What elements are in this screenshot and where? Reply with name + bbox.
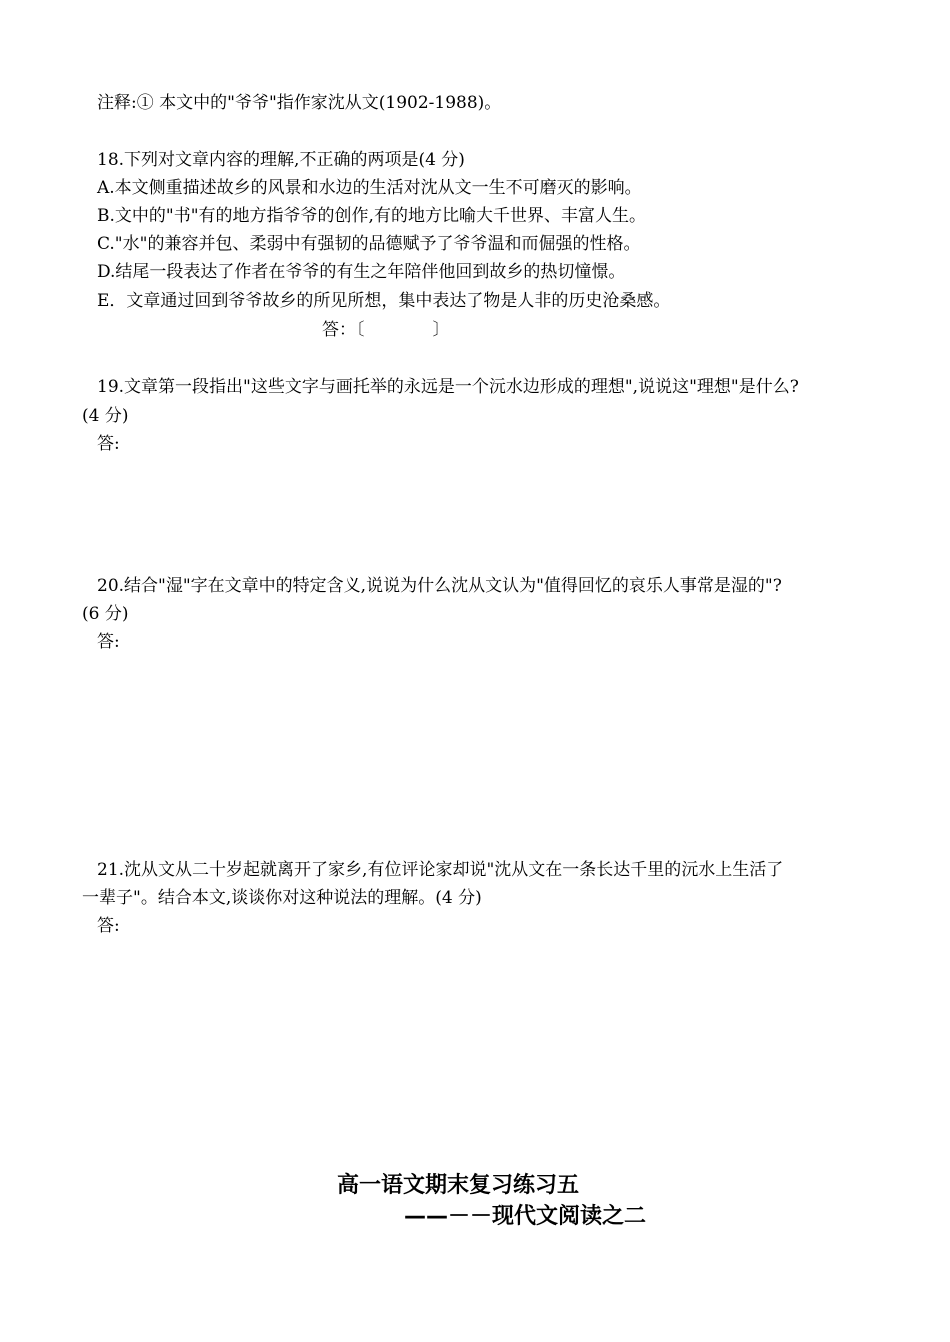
q18-option-c: C."水"的兼容并包、柔弱中有强韧的品德赋予了爷爷温和而倔强的性格。 xyxy=(97,234,641,254)
q18-option-a: A.本文侧重描述故乡的风景和水边的生活对沈从文一生不可磨灭的影响。 xyxy=(97,178,642,198)
q18-option-d: D.结尾一段表达了作者在爷爷的有生之年陪伴他回到故乡的热切憧憬。 xyxy=(97,262,626,282)
footnote: 注释:① 本文中的"爷爷"指作家沈从文(1902-1988)。 xyxy=(97,93,502,113)
q19-stem-line1: 19.文章第一段指出"这些文字与画托举的永远是一个沅水边形成的理想",说说这"理想"是什么? xyxy=(97,377,799,397)
q21-stem-line1: 21.沈从文从二十岁起就离开了家乡,有位评论家却说"沈从文在一条长达千里的沅水上生活了 xyxy=(97,860,784,880)
q18-answer: 答：〔 〕 xyxy=(322,320,450,340)
q20-stem-line1: 20.结合"湿"字在文章中的特定含义,说说为什么沈从文认为"值得回忆的哀乐人事常是湿的"? xyxy=(97,576,782,596)
section-subtitle: ——－－现代文阅读之二 xyxy=(404,1204,647,1229)
q20-stem-line2: (6 分) xyxy=(82,604,129,624)
q18-option-e: E．文章通过回到爷爷故乡的所见所想，集中表达了物是人非的历史沧桑感。 xyxy=(97,291,671,311)
q18-stem: 18.下列对文章内容的理解,不正确的两项是(4 分) xyxy=(97,150,465,170)
q19-stem-line2: (4 分) xyxy=(82,406,129,426)
q18-option-b: B.文中的"书"有的地方指爷爷的创作,有的地方比喻大千世界、丰富人生。 xyxy=(97,206,646,226)
section-title: 高一语文期末复习练习五 xyxy=(337,1173,580,1198)
q21-answer: 答: xyxy=(97,916,120,936)
q21-stem-line2: 一辈子"。结合本文,谈谈你对这种说法的理解。(4 分) xyxy=(82,888,482,908)
q19-answer: 答: xyxy=(97,434,120,454)
q20-answer: 答: xyxy=(97,632,120,652)
